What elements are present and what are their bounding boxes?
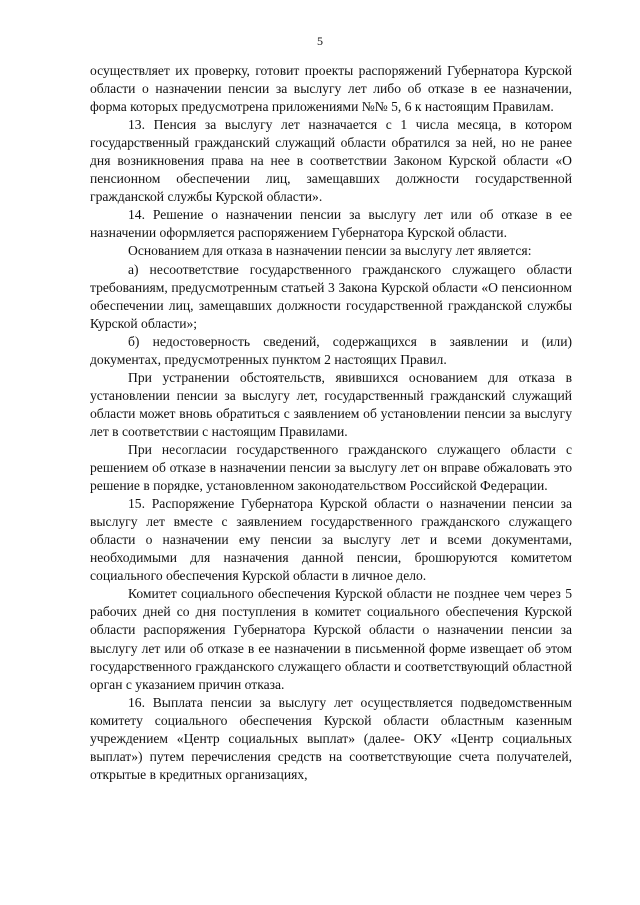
paragraph-14-decision: 14. Решение о назначении пенсии за выслугу лет или об отказе в ее назначении оформляется распоряжением Губернатора Курской области.: [90, 207, 572, 241]
paragraph-16-payment: 16. Выплата пенсии за выслугу лет осуществляется подведомственным комитету социального обеспечения Курской области областным казенным учреждением «Центр социальных выплат» (далее- ОКУ «Центр социальных выплат») путем перечисления средств на соответствующие счета получателей, открытые в кредитных организациях,: [90, 694, 572, 782]
paragraph-ground-a: а) несоответствие государственного гражданского служащего области требованиям, предусмотренным статьей 3 Закона Курской области «О пенсионном обеспечении лиц, замещавших должности государственной гражданской службы Курской области»;: [90, 261, 572, 331]
paragraph-reapply: При устранении обстоятельств, явившихся основанием для отказа в установлении пенсии за выслугу лет, государственный гражданский служащий области может вновь обратиться с заявлением об установлении пенсии за выслугу лет в соответствии с настоящим Правилами.: [90, 369, 572, 439]
paragraph-notification: Комитет социального обеспечения Курской области не позднее чем через 5 рабочих дней со дня поступления в комитет социального обеспечения Курской области распоряжения Губернатора Курской области о назначении пенсии за выслугу лет или об отказе в ее назначении в письменной форме извещает об этом государственного гражданского служащего области и соответствующий областной орган с указанием причин отказа.: [90, 586, 572, 692]
paragraph-refusal-grounds: Основанием для отказа в назначении пенсии за выслугу лет является:: [128, 243, 532, 259]
page-number: 5: [317, 34, 323, 48]
paragraph-continuation: осуществляет их проверку, готовит проекты распоряжений Губернатора Курской области о назначении пенсии за выслугу лет либо об отказе в ее назначении, форма которых предусмотрена приложениями №№ 5, 6 к настоящим Правилам.: [90, 63, 572, 115]
paragraph-ground-b: б) недостоверность сведений, содержащихся в заявлении и (или) документах, предусмотренных пунктом 2 настоящих Правил.: [90, 333, 572, 367]
paragraph-appeal: При несогласии государственного гражданского служащего области с решением об отказе в назначении пенсии за выслугу лет он вправе обжаловать это решение в порядке, установленном законодательством Российской Федерации.: [90, 441, 572, 494]
document-body: [90, 62, 572, 784]
paragraph-15-personal-file: 15. Распоряжение Губернатора Курской области о назначении пенсии за выслугу лет вместе с заявлением государственного гражданского служащего области о назначении ему пенсии за выслугу лет и всеми документами, необходимыми для назначения данной пенсии, брошюруются комитетом социального обеспечения Курской области в личное дело.: [90, 496, 572, 584]
paragraph-13-pension-start: 13. Пенсия за выслугу лет назначается с 1 числа месяца, в котором государственный гражданский служащий области обратился за ней, но не ранее дня возникновения права на нее в соответствии Законом Курской области «О пенсионном обеспечении лиц, замещавших должности государственной гражданской службы Курской области».: [90, 117, 572, 205]
